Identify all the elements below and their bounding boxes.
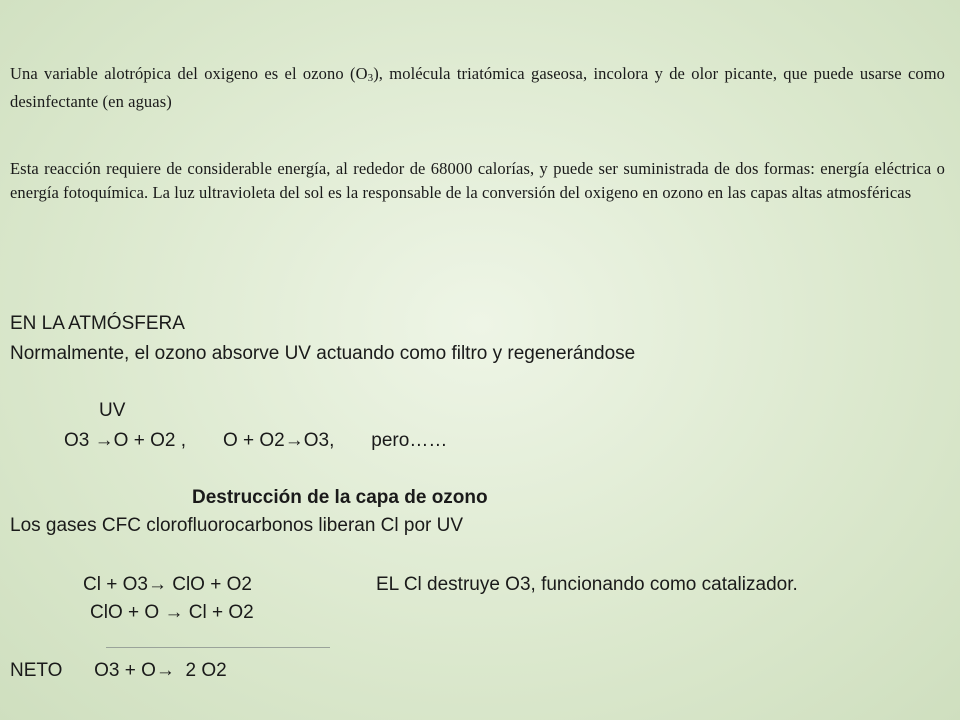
- eq2-right: O3,: [303, 430, 335, 451]
- r1-right: ClO + O2: [172, 574, 252, 595]
- net-left: O3 + O: [94, 660, 156, 681]
- arrow-icon: →: [147, 574, 167, 595]
- sum-divider: [106, 647, 330, 648]
- atmosphere-description: Normalmente, el ozono absorve UV actuando como filtro y regenerándose: [10, 343, 636, 364]
- r2-left: ClO + O: [90, 602, 160, 623]
- intro-p1-after: ), molécula triatómica gaseosa, incolora y de olor picante, que puede usarse como desinfectante (en aguas): [10, 64, 945, 111]
- catalyst-note: EL Cl destruye O3, funcionando como catalizador.: [376, 574, 798, 595]
- net-label: NETO: [10, 660, 63, 681]
- reaction-2: [90, 601, 254, 625]
- atmosphere-heading: EN LA ATMÓSFERA: [10, 313, 185, 334]
- intro-p1-subscript: 3: [367, 72, 374, 84]
- intro-p1-before: Una variable alotrópica del oxigeno es el ozono (O: [10, 64, 368, 83]
- destruction-intro: Los gases CFC clorofluorocarbonos liberan Cl por UV: [10, 515, 464, 536]
- uv-label: UV: [99, 400, 126, 421]
- arrow-icon: →: [164, 602, 184, 623]
- eq2-left: O + O2: [222, 430, 285, 451]
- atmosphere-equation: [64, 429, 447, 453]
- eq1-right: O + O2 ,: [113, 430, 186, 451]
- r2-right: Cl + O2: [188, 602, 254, 623]
- net-reaction: [10, 659, 227, 683]
- intro-paragraph-2: Esta reacción requiere de considerable energía, al rededor de 68000 calorías, y puede ser suministrada de dos formas: energía eléctrica o energía fotoquímica. La luz ultravioleta del sol es la responsable de la conversión del oxigeno en ozono en las capas altas atmosféricas: [10, 159, 945, 202]
- reaction-1: [83, 573, 252, 597]
- r1-left: Cl + O3: [83, 574, 148, 595]
- arrow-icon: →: [94, 430, 114, 451]
- arrow-icon: →: [284, 430, 304, 451]
- destruction-title: Destrucción de la capa de ozono: [192, 487, 488, 508]
- eq-tail: pero……: [371, 430, 448, 451]
- eq1-left: O3: [64, 430, 90, 451]
- net-right: 2 O2: [185, 660, 227, 681]
- arrow-icon: →: [155, 660, 175, 681]
- intro-paragraph-1: [10, 62, 945, 114]
